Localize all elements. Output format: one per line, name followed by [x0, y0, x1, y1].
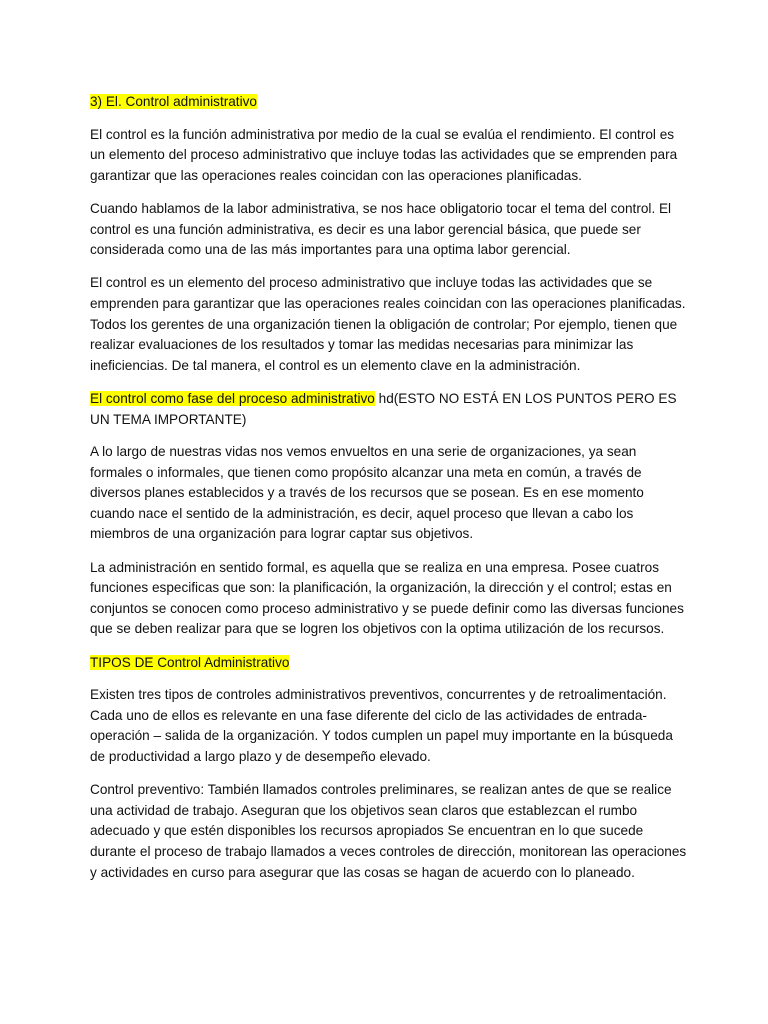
- paragraph-1: El control es la función administrativa por medio de la cual se evalúa el rendimiento. El control es un elemento del proceso administrativo que incluye todas las actividades que se emprenden para garantizar que las operaciones reales coincidan con las operaciones planificadas.: [90, 126, 678, 183]
- section-heading-control-administrativo: [90, 92, 688, 113]
- section-heading-tipos-control: [90, 653, 688, 674]
- document-page: [90, 92, 688, 896]
- highlighted-heading-text: TIPOS DE Control Administrativo: [90, 654, 290, 670]
- paragraph-4: A lo largo de nuestras vidas nos vemos envueltos en una serie de organizaciones, ya sean formales o informales, que tienen como propósito alcanzar una meta en común, a través de diversos planes establecidos y a través de los recursos que se posean. Es en ese momento cuando nace el sentido de la administración, es decir, aquel proceso que llevan a cabo los miembros de una organización para lograr captar sus objetivos.: [90, 444, 644, 542]
- paragraph-2: Cuando hablamos de la labor administrativa, se nos hace obligatorio tocar el tema del control. El control es una función administrativa, es decir es una labor gerencial básica, que puede ser considerada como una de las más importantes para una optima labor gerencial.: [90, 200, 672, 258]
- heading-note: hd(ESTO NO ESTÁ EN LOS PUNTOS PERO ES UN TEMA IMPORTANTE): [90, 390, 677, 427]
- highlighted-heading-text: El control como fase del proceso administrativo: [90, 390, 375, 406]
- paragraph-6: Existen tres tipos de controles administrativos preventivos, concurrentes y de retroalimentación. Cada uno de ellos es relevante en una fase diferente del ciclo de las actividades de entrada- operación – salida de la organización. Y todos cumplen un papel muy importante en la búsqueda de productividad a largo plazo y de desempeño elevado.: [90, 687, 673, 764]
- paragraph-5: La administración en sentido formal, es aquella que se realiza en una empresa. Posee cuatros funciones especificas que son: la planificación, la organización, la dirección y el control; estas en conjuntos se conocen como proceso administrativo y se puede definir como las diversas funciones que se deben realizar para que se logren los objetivos con la optima utilización de los recursos.: [90, 559, 684, 637]
- paragraph-3: El control es un elemento del proceso administrativo que incluye todas las actividades que se emprenden para garantizar que las operaciones reales coincidan con las operaciones planificadas. Todos los gerentes de una organización tienen la obligación de controlar; Por ejemplo, tienen que realizar evaluaciones de los resultados y tomar las medidas necesarias para minimizar las ineficiencias. De tal manera, el control es un elemento clave en la administración.: [90, 275, 686, 373]
- highlighted-heading-text: 3) El. Control administrativo: [90, 94, 257, 109]
- section-heading-fase-proceso: [90, 389, 688, 430]
- paragraph-7: Control preventivo: También llamados controles preliminares, se realizan antes de que se realice una actividad de trabajo. Aseguran que los objetivos sean claros que establezcan el rumbo adecuado y que estén disponibles los recursos apropiados Se encuentran en lo que sucede durante el proceso de trabajo llamados a veces controles de dirección, monitorean las operaciones y actividades en curso para asegurar que las cosas se hagan de acuerdo con lo planeado.: [90, 782, 687, 880]
